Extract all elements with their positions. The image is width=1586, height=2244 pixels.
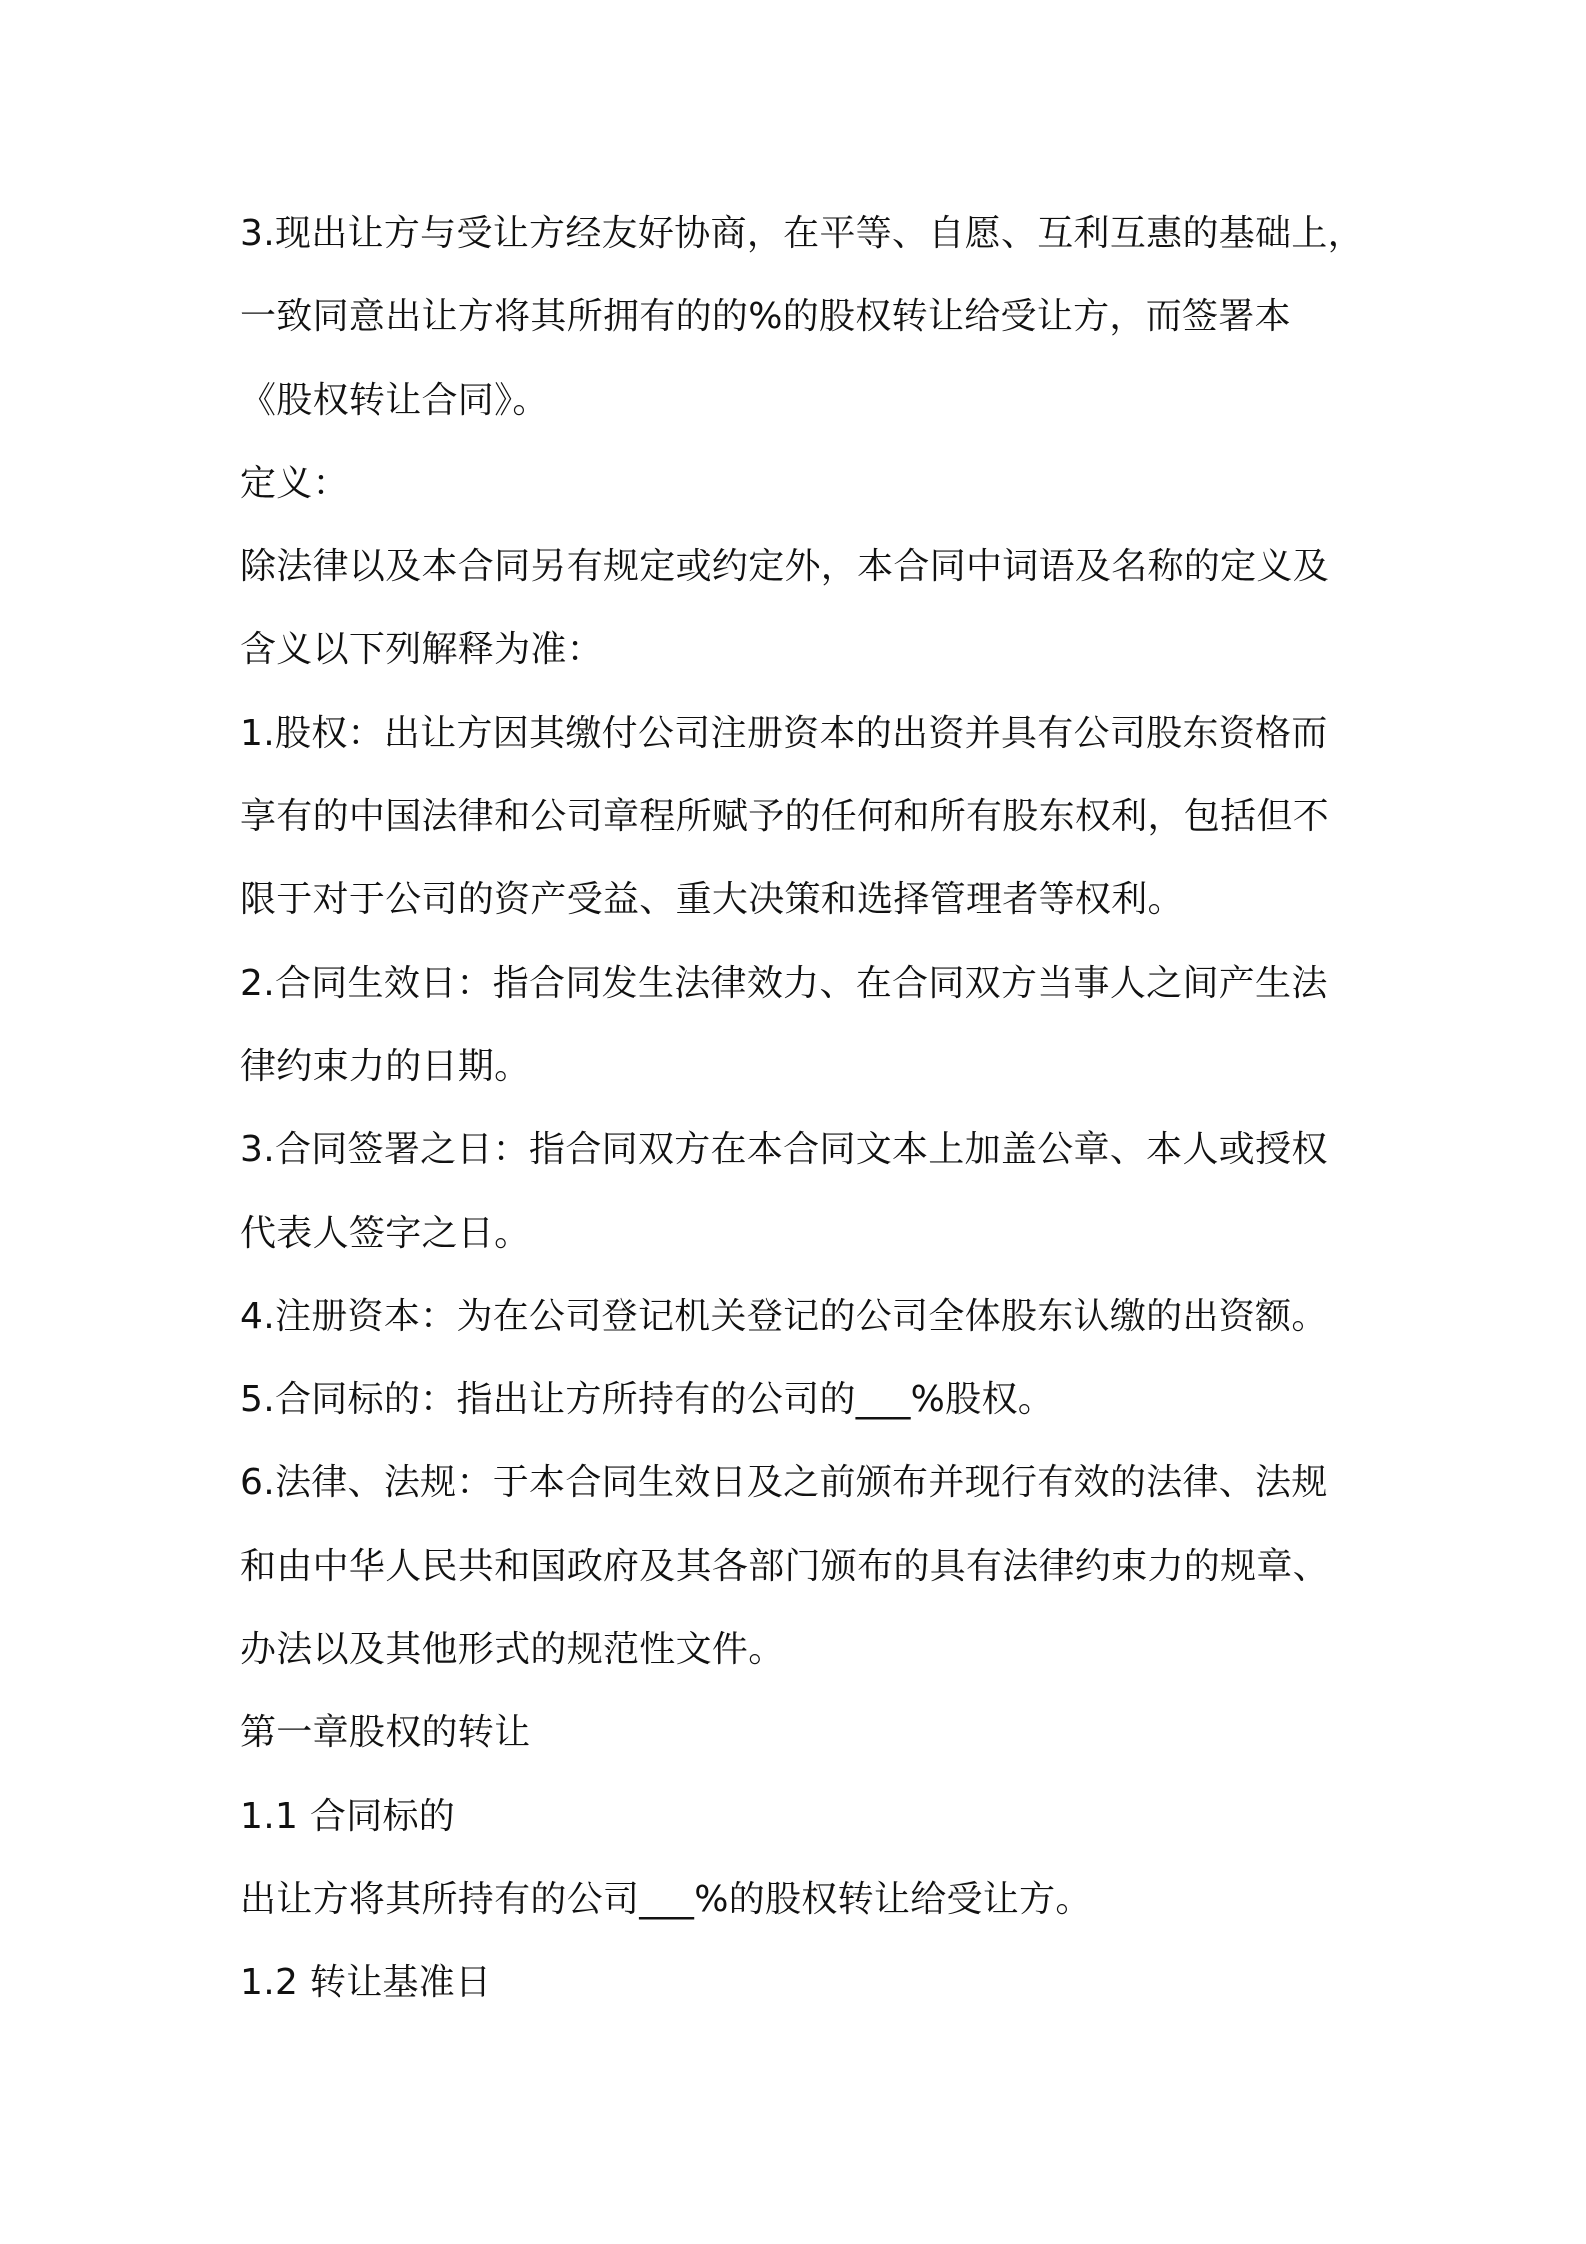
definition-6-line-3: 办法以及其他形式的规范性文件。 bbox=[240, 1629, 785, 1671]
section-1-1-body: 出让方将其所持有的公司___%的股权转让给受让方。 bbox=[240, 1878, 1092, 1920]
definition-6-line-2: 和由中华人民共和国政府及其各部门颁布的具有法律约束力的规章、 bbox=[240, 1545, 1330, 1587]
definition-1-line-2: 享有的中国法律和公司章程所赋予的任何和所有股东权利，包括但不 bbox=[240, 796, 1330, 838]
definition-2-line-2: 律约束力的日期。 bbox=[240, 1045, 531, 1087]
paragraph-3-line-3: 《股权转让合同》。 bbox=[240, 379, 549, 421]
section-1-1-heading: 1.1 合同标的 bbox=[240, 1795, 456, 1837]
definition-1-line-3: 限于对于公司的资产受益、重大决策和选择管理者等权利。 bbox=[240, 879, 1184, 921]
definitions-intro-line-2: 含义以下列解释为准： bbox=[240, 629, 604, 671]
section-1-2-heading: 1.2 转让基准日 bbox=[240, 1962, 492, 2004]
definitions-intro-line-1: 除法律以及本合同另有规定或约定外，本合同中词语及名称的定义及 bbox=[240, 546, 1330, 588]
definition-4: 4.注册资本：为在公司登记机关登记的公司全体股东认缴的出资额。 bbox=[240, 1295, 1328, 1337]
definition-2-line-1: 2.合同生效日：指合同发生法律效力、在合同双方当事人之间产生法 bbox=[240, 962, 1328, 1004]
definition-1-line-1: 1.股权：出让方因其缴付公司注册资本的出资并具有公司股东资格而 bbox=[240, 712, 1328, 754]
definition-6-line-1: 6.法律、法规：于本合同生效日及之前颁布并现行有效的法律、法规 bbox=[240, 1462, 1328, 1504]
paragraph-3-line-1: 3.现出让方与受让方经友好协商，在平等、自愿、互利互惠的基础上， bbox=[240, 213, 1364, 254]
chapter-1-heading: 第一章股权的转让 bbox=[240, 1712, 531, 1754]
definition-3-line-2: 代表人签字之日。 bbox=[240, 1212, 531, 1254]
definition-3-line-1: 3.合同签署之日：指合同双方在本合同文本上加盖公章、本人或授权 bbox=[240, 1129, 1328, 1171]
definition-5: 5.合同标的：指出让方所持有的公司的___%股权。 bbox=[240, 1379, 1055, 1421]
document-body bbox=[240, 192, 1364, 2025]
paragraph-3-line-2: 一致同意出让方将其所拥有的的%的股权转让给受让方，而签署本 bbox=[240, 296, 1291, 338]
definitions-heading: 定义： bbox=[240, 462, 349, 504]
